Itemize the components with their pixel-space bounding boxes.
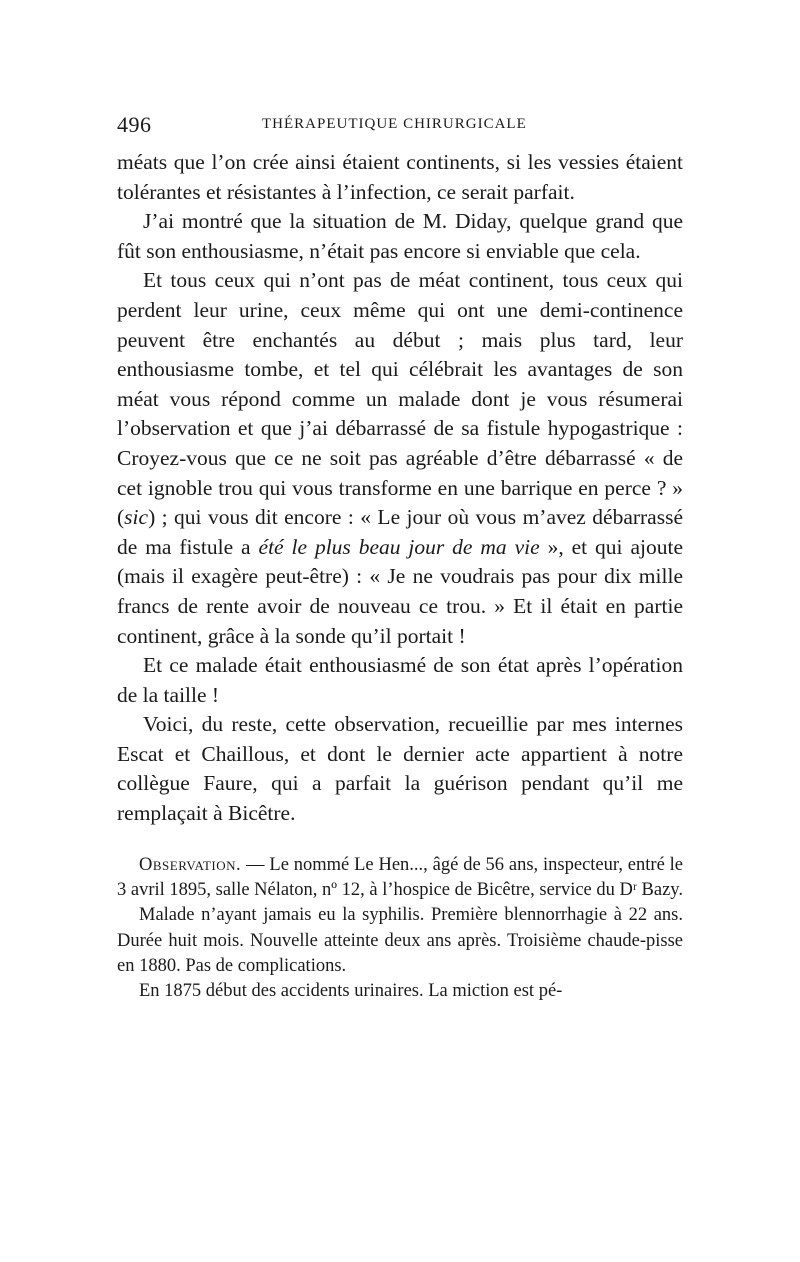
- paragraph-5: Voici, du reste, cette observation, recueillie par mes internes Escat et Chaillous, et dont le dernier acte appartient à notre collègue Faure, qui a parfait la guérison pendant qu’il me remplaçait à Bicêtre.: [117, 712, 683, 826]
- paragraph-3: [117, 266, 683, 651]
- page-header: [117, 112, 683, 148]
- quoted-italic: été le plus beau jour de ma vie: [258, 534, 540, 559]
- sic-note: sic: [124, 505, 149, 530]
- paragraph-3-part-b: ) ; qui vous dit encore : « Le jour où vous m’avez débarrassé de ma fistule a: [117, 505, 683, 559]
- observation-label: Observation.: [139, 854, 242, 875]
- paragraph-3-part-a: Et tous ceux qui n’ont pas de méat continent, tous ceux qui perdent leur urine, ceux même qui ont une demi-continence peuvent être enchantés au début ; mais plus tard, leur enthousiasme tombe, et tel qui célébrait les avantages de son méat vous répond comme un malade dont je vous résumerai l’observation et que j’ai débarrassé de sa fistule hypogastrique : Croyez-vous que ce ne soit pas agréable d’être débarrassé « de cet ignoble trou qui vous transforme en une barrique en perce ? » (: [117, 268, 683, 530]
- page-number: 496: [117, 112, 152, 137]
- paragraph-2: J’ai montré que la situation de M. Diday, quelque grand que fût son enthousiasme, n’était pas encore si enviable que cela.: [117, 209, 683, 263]
- paragraph-1: méats que l’on crée ainsi étaient continents, si les vessies étaient tolérantes et résistantes à l’infection, ce serait parfait.: [117, 150, 683, 204]
- observation-paragraph-2: Malade n’ayant jamais eu la syphilis. Première blennorrhagie à 22 ans. Durée huit mois. Nouvelle atteinte deux ans après. Troisième chaude-pisse en 1880. Pas de complications.: [117, 905, 683, 976]
- paragraph-4: Et ce malade était enthousiasmé de son état après l’opération de la taille !: [117, 653, 683, 707]
- observation-paragraph-1: [117, 853, 683, 904]
- observation-paragraph-3: En 1875 début des accidents urinaires. La miction est pé-: [139, 981, 563, 1002]
- running-title: THÉRAPEUTIQUE CHIRURGICALE: [262, 116, 527, 132]
- book-page: [117, 112, 683, 1004]
- main-text: [117, 148, 683, 829]
- paragraph-3-part-c: », et qui ajoute (mais il exagère peut-être) : « Je ne voudrais pas pour dix mille francs de rente avoir de nouveau ce trou. » Et il était en partie continent, grâce à la sonde qu’il portait !: [117, 534, 683, 648]
- observation-intro: — Le nommé Le Hen..., âgé de 56 ans, inspecteur, entré le 3 avril 1895, salle Nélaton, nº 12, à l’hospice de Bicêtre, service du Dʳ Bazy.: [117, 854, 683, 900]
- observation-section: [117, 853, 683, 1005]
